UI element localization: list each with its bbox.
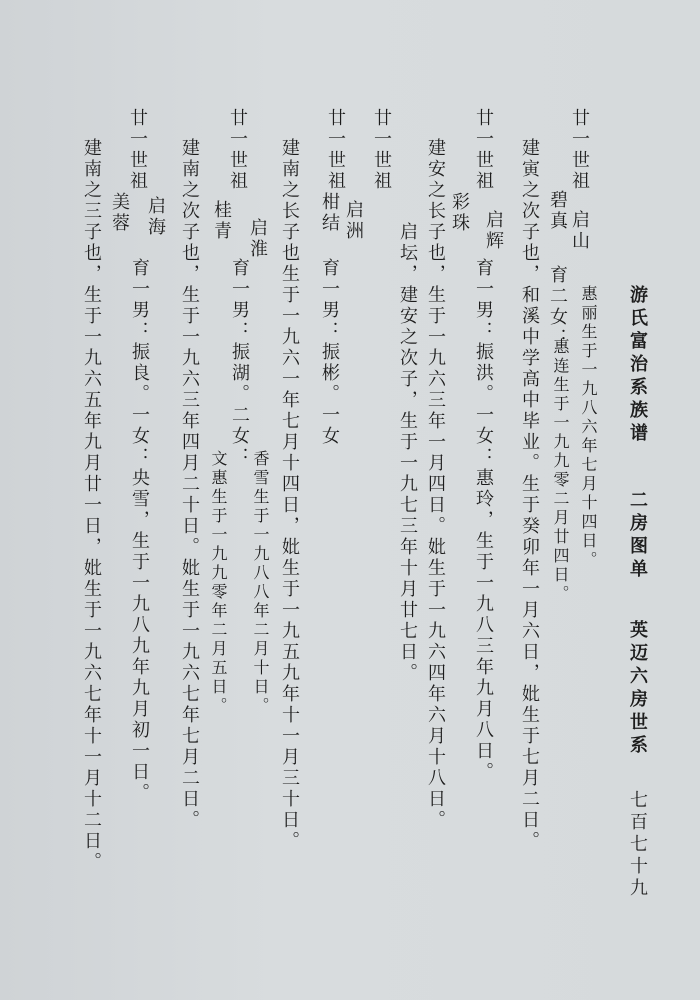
child-note: 惠连生于一九九零二月廿四日。	[551, 338, 570, 604]
section-title: 二房图单	[627, 490, 648, 582]
children-count: 育二女：	[547, 265, 568, 349]
lineage-text: 启坛，建安之次子，生于一九七三年十月廿七日。	[397, 222, 418, 684]
generation-label: 廿一世祖	[473, 108, 494, 192]
lineage-text: 建南之次子也，生于一九六三年四月二十日。妣生于一九六七年七月二日。	[179, 138, 200, 831]
ancestor-name: 启辉	[483, 210, 504, 252]
ancestor-name: 启山	[569, 210, 590, 252]
lineage-text: 建南之三子也，生于一九六五年九月廿一日，妣生于一九六七年十一月十二日。	[81, 138, 102, 873]
ancestor-name: 启洲	[343, 200, 364, 242]
children-text: 育一男：振湖。二女：	[229, 258, 250, 468]
ancestor-name: 启淮	[247, 218, 268, 260]
child-note: 文惠生于一九九零年二月五日。	[209, 450, 228, 716]
generation-label: 廿一世祖	[569, 108, 590, 192]
child-note: 香雪生于一九八八年二月十日。	[251, 450, 270, 716]
spouse-name: 柑结	[319, 192, 340, 234]
spouse-name: 彩珠	[449, 192, 470, 234]
generation-label: 廿一世祖	[127, 108, 148, 192]
generation-label: 廿一世祖	[227, 108, 248, 192]
children-text: 育一男：振彬。一女	[319, 258, 340, 447]
children-text: 育一男：振良。一女：央雪，生于一九八九年九月初一日。	[129, 258, 150, 804]
spouse-name: 美蓉	[109, 192, 130, 234]
ancestor-name: 启海	[145, 196, 166, 238]
book-title: 游氏富治系族谱	[627, 285, 648, 446]
generation-label: 廿一世祖	[371, 108, 392, 192]
children-text: 育一男：振洪。一女：惠玲，生于一九八三年九月八日。	[473, 258, 494, 783]
lineage-text: 建寅之次子也，和溪中学高中毕业。生于癸卯年一月六日，妣生于七月二日。	[519, 138, 540, 852]
branch-title: 英迈六房世系	[627, 620, 648, 758]
spouse-name: 碧真	[547, 190, 568, 232]
lineage-text: 建安之长子也，生于一九六三年一月四日。妣生于一九六四年六月十八日。	[425, 138, 446, 831]
generation-label: 廿一世祖	[325, 108, 346, 192]
lineage-text: 建南之长子也生于一九六一年七月十四日，妣生于一九五九年十一月三十日。	[279, 138, 300, 852]
page-number: 七百七十九	[627, 790, 648, 900]
spouse-name: 桂青	[211, 200, 232, 242]
child-note: 惠丽生于一九八六年七月十四日。	[579, 285, 598, 570]
